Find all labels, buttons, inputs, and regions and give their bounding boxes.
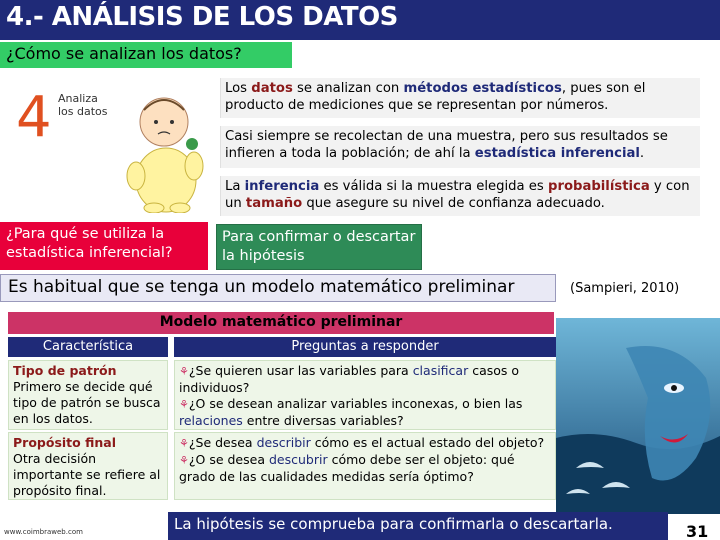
keyword-descubrir: descubrir bbox=[268, 452, 328, 467]
text: La bbox=[225, 179, 245, 194]
page-number: 31 bbox=[686, 522, 709, 540]
footer-url[interactable]: www.coimbraweb.com bbox=[4, 528, 83, 536]
keyword-tamano: tamaño bbox=[245, 196, 303, 211]
paragraph-muestra bbox=[220, 126, 700, 168]
text: y con un bbox=[225, 179, 690, 211]
feature-description: Otra decisión importante se refiere al propósito final. bbox=[13, 451, 161, 498]
bullet-icon: ⚘ bbox=[179, 365, 189, 378]
text: se analizan con bbox=[292, 81, 404, 96]
paragraph-inferencia bbox=[220, 176, 700, 216]
question-item bbox=[179, 396, 551, 429]
text: ¿O se desea bbox=[188, 452, 269, 467]
text: cómo debe ser el objeto: qué grado de las cualidades medidas sería óptimo? bbox=[179, 452, 515, 484]
table-cell-questions bbox=[174, 360, 556, 430]
text: ¿Se quieren usar las variables para bbox=[188, 363, 413, 378]
keyword-relaciones: relaciones bbox=[179, 413, 243, 428]
text: cómo es el actual estado del objeto? bbox=[310, 435, 545, 450]
text: ¿O se desean analizar variables inconexas, o bien las bbox=[188, 396, 523, 411]
table-header-preguntas: Preguntas a responder bbox=[174, 337, 556, 357]
text: Los bbox=[225, 81, 252, 96]
conclusion-text: La hipótesis se comprueba para confirmarla o descartarla. bbox=[174, 515, 613, 533]
keyword-clasificar: clasificar bbox=[412, 363, 469, 378]
illustration-caption-line1: Analiza bbox=[58, 92, 98, 105]
question-item bbox=[179, 363, 551, 396]
text: que asegure su nivel de confianza adecuado. bbox=[302, 196, 605, 211]
question-item bbox=[179, 452, 551, 485]
page-title: 4.- ANÁLISIS DE LOS DATOS bbox=[6, 2, 398, 32]
question-item bbox=[179, 435, 551, 452]
answer-text: Para confirmar o descartar la hipótesis bbox=[222, 229, 416, 264]
text: . bbox=[639, 146, 645, 161]
bullet-icon: ⚘ bbox=[179, 398, 189, 411]
text: es válida si la muestra elegida es bbox=[319, 179, 548, 194]
habitual-text: Es habitual que se tenga un modelo matemático preliminar bbox=[8, 277, 515, 297]
table-cell-feature bbox=[8, 360, 168, 430]
keyword-metodos-estadisticos: métodos estadísticos bbox=[403, 81, 562, 96]
feature-title: Tipo de patrón bbox=[13, 363, 117, 378]
keyword-estadistica-inferencial: estadística inferencial bbox=[474, 146, 640, 161]
bullet-icon: ⚘ bbox=[179, 437, 189, 450]
illustration-caption-line2: los datos bbox=[58, 105, 108, 118]
text: Casi siempre se recolectan de una muestra, pero sus resultados se infieren a toda la población; de ahí la bbox=[225, 129, 668, 161]
table-header-caracteristica: Característica bbox=[8, 337, 168, 357]
text: casos o individuos? bbox=[179, 363, 520, 395]
text: ¿Se desea bbox=[188, 435, 257, 450]
table-title: Modelo matemático preliminar bbox=[159, 314, 403, 330]
text: , pues son el producto de mediciones que se representan por números. bbox=[225, 81, 646, 113]
table-cell-feature bbox=[8, 432, 168, 500]
text: entre diversas variables? bbox=[242, 413, 404, 428]
keyword-inferencia: inferencia bbox=[244, 179, 320, 194]
feature-description: Primero se decide qué tipo de patrón se busca en los datos. bbox=[13, 379, 161, 426]
citation: (Sampieri, 2010) bbox=[570, 281, 680, 296]
subtitle: ¿Cómo se analizan los datos? bbox=[6, 44, 242, 63]
illustration-number: 4 bbox=[16, 85, 52, 150]
bullet-icon: ⚘ bbox=[179, 454, 189, 467]
keyword-describir: describir bbox=[256, 435, 311, 450]
illustration-caption bbox=[58, 92, 128, 118]
question-text: ¿Para qué se utiliza la estadística inferencial? bbox=[6, 226, 173, 261]
keyword-datos: datos bbox=[251, 81, 293, 96]
face-ocean-artwork bbox=[556, 318, 720, 514]
keyword-probabilistica: probabilística bbox=[548, 179, 650, 194]
table-cell-questions bbox=[174, 432, 556, 500]
paragraph-datos bbox=[220, 78, 700, 118]
feature-title: Propósito final bbox=[13, 435, 116, 450]
